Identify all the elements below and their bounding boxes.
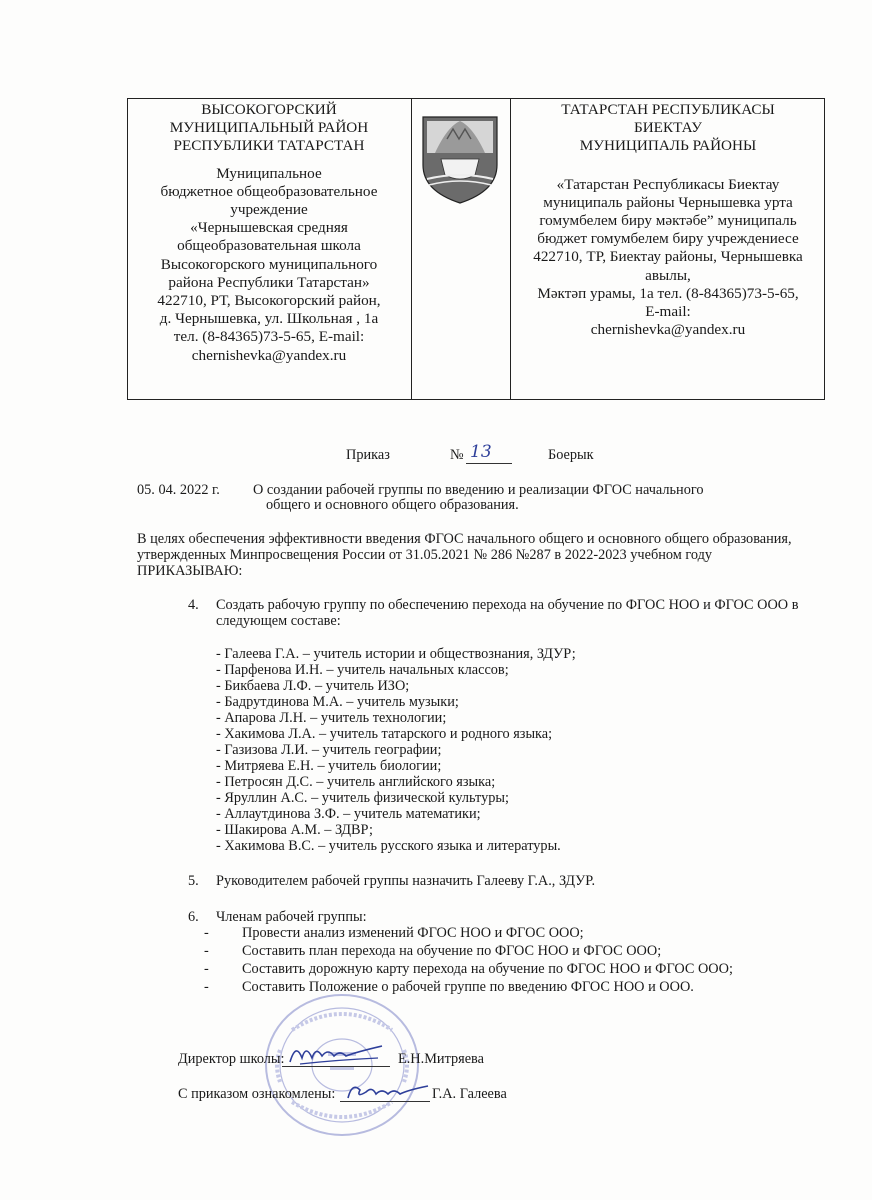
order-subject: общего и основного общего образования. [266, 497, 519, 513]
header-left-title: РЕСПУБЛИКИ ТАТАРСТАН [173, 137, 365, 155]
header-border-left [127, 99, 128, 399]
header-left-line: учреждение [230, 201, 308, 219]
letterhead [127, 98, 825, 400]
member-item: - Хакимова Л.А. – учитель татарского и родного языка; [216, 726, 553, 742]
member-item: - Апарова Л.Н. – учитель технологии; [216, 710, 447, 726]
member-item: - Бикбаева Л.Ф. – учитель ИЗО; [216, 678, 410, 694]
item-number: 4. [188, 597, 199, 613]
bullet-dash: - [204, 979, 209, 995]
order-number-underline [466, 463, 512, 464]
header-right-column [515, 101, 821, 339]
item-number: 6. [188, 909, 199, 925]
acknowledged-name: Г.А. Галеева [432, 1086, 507, 1102]
item-number: 5. [188, 873, 199, 889]
header-left-title: ВЫСОКОГОРСКИЙ [201, 101, 337, 118]
member-item: - Шакирова А.М. – ЗДВР; [216, 822, 373, 838]
bullet-dash: - [204, 961, 209, 977]
header-right-line: «Татарстан Республикасы Биектау [556, 175, 780, 193]
header-right-line: бюджет гомумбелем биру учреждениесе [537, 230, 799, 248]
header-right-line: 422710, ТР, Биектау районы, Чернышевка [533, 248, 803, 266]
header-right-email: chernishevka@yandex.ru [590, 321, 746, 339]
header-border-right [824, 99, 825, 399]
acknowledged-label: С приказом ознакомлены: [178, 1086, 336, 1102]
header-left-line: «Чернышевская средняя [190, 219, 348, 237]
header-left-email: chernishevka@yandex.ru [191, 346, 347, 364]
sub-item: Составить план перехода на обучение по ФГОС НОО и ФГОС ООО; [242, 943, 662, 959]
member-item: - Яруллин А.С. – учитель физической культуры; [216, 790, 509, 806]
member-item: - Аллаутдинова З.Ф. – учитель математики; [216, 806, 481, 822]
header-left-column [131, 101, 407, 365]
header-left-line: Высокогорского муниципального [160, 255, 378, 273]
bullet-dash: - [204, 943, 209, 959]
header-right-title: БИЕКТАУ [633, 119, 702, 137]
header-left-line: тел. (8-84365)73-5-65, E-mail: [173, 328, 365, 346]
director-signature-icon [286, 1036, 386, 1068]
header-left-line: бюджетное общеобразовательное [160, 182, 378, 200]
item-text: Руководителем рабочей группы назначить Галееву Г.А., ЗДУР. [216, 873, 596, 889]
header-right-line: Мәктәп урамы, 1а тел. (8-84365)73-5-65, [537, 284, 799, 302]
member-item: - Галеева Г.А. – учитель истории и обществознания, ЗДУР; [216, 646, 576, 662]
member-item: - Газизова Л.И. – учитель географии; [216, 742, 442, 758]
order-number-sign: № [450, 447, 464, 463]
header-divider-1 [411, 99, 412, 399]
bullet-dash: - [204, 925, 209, 941]
order-subject: О создании рабочей группы по введению и реализации ФГОС начального [253, 482, 704, 498]
member-item: - Митряева Е.Н. – учитель биологии; [216, 758, 442, 774]
item-text: следующем составе: [216, 613, 341, 629]
header-left-line: 422710, РТ, Высокогорский район, [157, 292, 381, 310]
header-right-line: муниципаль районы Чернышевка урта [543, 193, 793, 211]
director-label: Директор школы: [178, 1051, 285, 1067]
member-item: - Петросян Д.С. – учитель английского языка; [216, 774, 496, 790]
sub-item: Провести анализ изменений ФГОС НОО и ФГОС ООО; [242, 925, 584, 941]
item-text: Членам рабочей группы: [216, 909, 367, 925]
member-item: - Бадрутдинова М.А. – учитель музыки; [216, 694, 459, 710]
member-item: - Парфенова И.Н. – учитель начальных классов; [216, 662, 509, 678]
coat-of-arms-icon [417, 113, 503, 205]
order-number: 13 [470, 442, 492, 462]
sub-item: Составить Положение о рабочей группе по введению ФГОС НОО и ООО. [242, 979, 694, 995]
order-label-ru: Приказ [346, 447, 390, 463]
header-left-line: общеобразовательная школа [177, 237, 361, 255]
header-left-line: района Республики Татарстан» [168, 273, 370, 291]
header-right-title: ТАТАРСТАН РЕСПУБЛИКАСЫ [561, 101, 775, 118]
header-divider-2 [510, 99, 511, 399]
preamble-line: В целях обеспечения эффективности введения ФГОС начального общего и основного общего образования, [137, 531, 792, 547]
member-item: - Хакимова В.С. – учитель русского языка и литературы. [216, 838, 561, 854]
header-left-line: Муниципальное [216, 164, 322, 182]
header-right-title: МУНИЦИПАЛЬ РАЙОНЫ [579, 137, 757, 155]
preamble-directive: ПРИКАЗЫВАЮ: [137, 563, 243, 579]
sub-item: Составить дорожную карту перехода на обучение по ФГОС НОО и ФГОС ООО; [242, 961, 733, 977]
preamble-line: утвержденных Минпросвещения России от 31.05.2021 № 286 №287 в 2022-2023 учебном году [137, 547, 713, 563]
order-date: 05. 04. 2022 г. [137, 482, 220, 498]
header-right-line: гомумбелем биру мәктәбе” муниципаль [539, 212, 797, 230]
acknowledged-signature-icon [344, 1078, 432, 1104]
header-left-title: МУНИЦИПАЛЬНЫЙ РАЙОН [169, 119, 369, 137]
header-right-line: авылы, [645, 266, 691, 284]
item-text: Создать рабочую группу по обеспечению перехода на обучение по ФГОС НОО и ФГОС ООО в [216, 597, 799, 613]
director-name: Е.Н.Митряева [398, 1051, 484, 1067]
order-label-tt: Боерык [548, 447, 594, 463]
header-right-line: E-mail: [645, 303, 691, 321]
header-left-line: д. Чернышевка, ул. Школьная , 1а [159, 310, 379, 328]
